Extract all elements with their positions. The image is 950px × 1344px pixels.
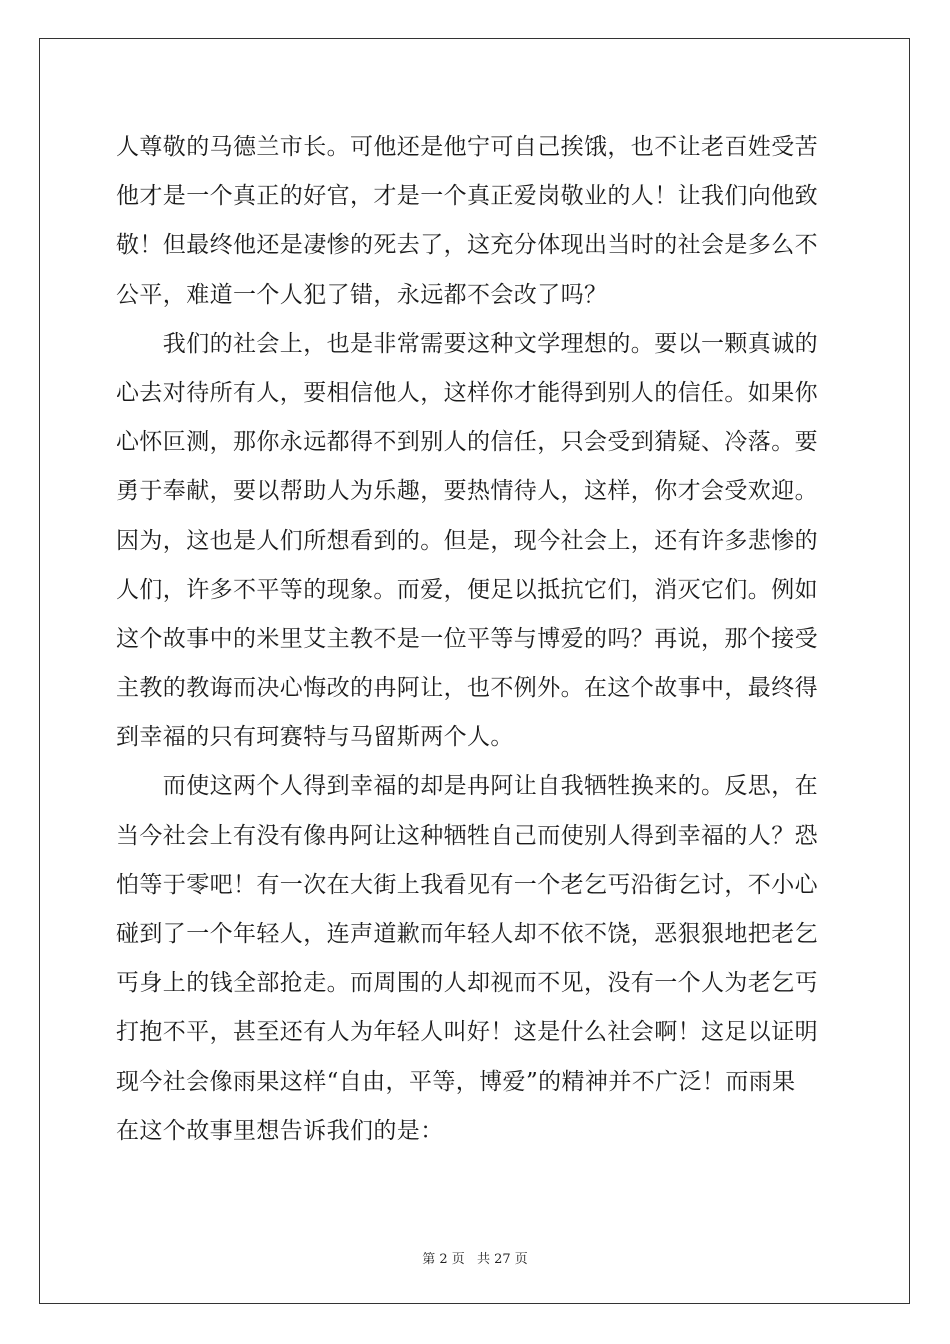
text-line: 心去对待所有人，要相信他人，这样你才能得到别人的信任。如果你	[116, 379, 818, 406]
page-number: 第 2 页	[422, 1252, 465, 1267]
page-footer	[0, 1248, 950, 1267]
text-line: 怕等于零吧！有一次在大街上我看见有一个老乞丐沿街乞讨，不小心	[116, 871, 818, 898]
text-line: 在这个故事里想告诉我们的是：	[116, 1117, 444, 1144]
total-pages: 共 27 页	[476, 1252, 528, 1267]
text-line: 打抱不平，甚至还有人为年轻人叫好！这是什么社会啊！这足以证明	[116, 1019, 818, 1046]
text-line: 人们，许多不平等的现象。而爱，便足以抵抗它们，消灭它们。例如	[116, 576, 818, 603]
text-line: 他才是一个真正的好官，才是一个真正爱岗敬业的人！让我们向他致	[116, 183, 818, 210]
text-line: 公平，难道一个人犯了错，永远都不会改了吗？	[116, 281, 608, 308]
text-line: 主教的教诲而决心悔改的冉阿让，也不例外。在这个故事中，最终得	[116, 675, 818, 702]
text-line: 这个故事中的米里艾主教不是一位平等与博爱的吗？再说，那个接受	[116, 625, 818, 652]
text-line: 我们的社会上，也是非常需要这种文学理想的。要以一颗真诚的	[116, 330, 818, 357]
text-line: 到幸福的只有珂赛特与马留斯两个人。	[116, 724, 514, 751]
text-line: 当今社会上有没有像冉阿让这种牺牲自己而使别人得到幸福的人？恐	[116, 822, 818, 849]
text-line: 因为，这也是人们所想看到的。但是，现今社会上，还有许多悲惨的	[116, 527, 818, 554]
text-line: 勇于奉献，要以帮助人为乐趣，要热情待人，这样，你才会受欢迎。	[116, 478, 818, 505]
document-body	[116, 123, 836, 1156]
text-line: 碰到了一个年轻人，连声道歉而年轻人却不依不饶，恶狠狠地把老乞	[116, 921, 818, 947]
text-line: 现今社会像雨果这样“自由，平等，博爱”的精神并不广泛！而雨果	[116, 1068, 796, 1095]
text-line: 人尊敬的马德兰市长。可他还是他宁可自己挨饿，也不让老百姓受苦	[116, 134, 818, 160]
text-line: 而使这两个人得到幸福的却是冉阿让自我牺牲换来的。反思，在	[116, 773, 818, 800]
text-line: 敬！但最终他还是凄惨的死去了，这充分体现出当时的社会是多么不	[116, 232, 818, 259]
text-line: 丐身上的钱全部抢走。而周围的人却视而不见，没有一个人为老乞丐	[116, 970, 818, 997]
text-line: 心怀叵测，那你永远都得不到别人的信任，只会受到猜疑、冷落。要	[116, 429, 818, 456]
